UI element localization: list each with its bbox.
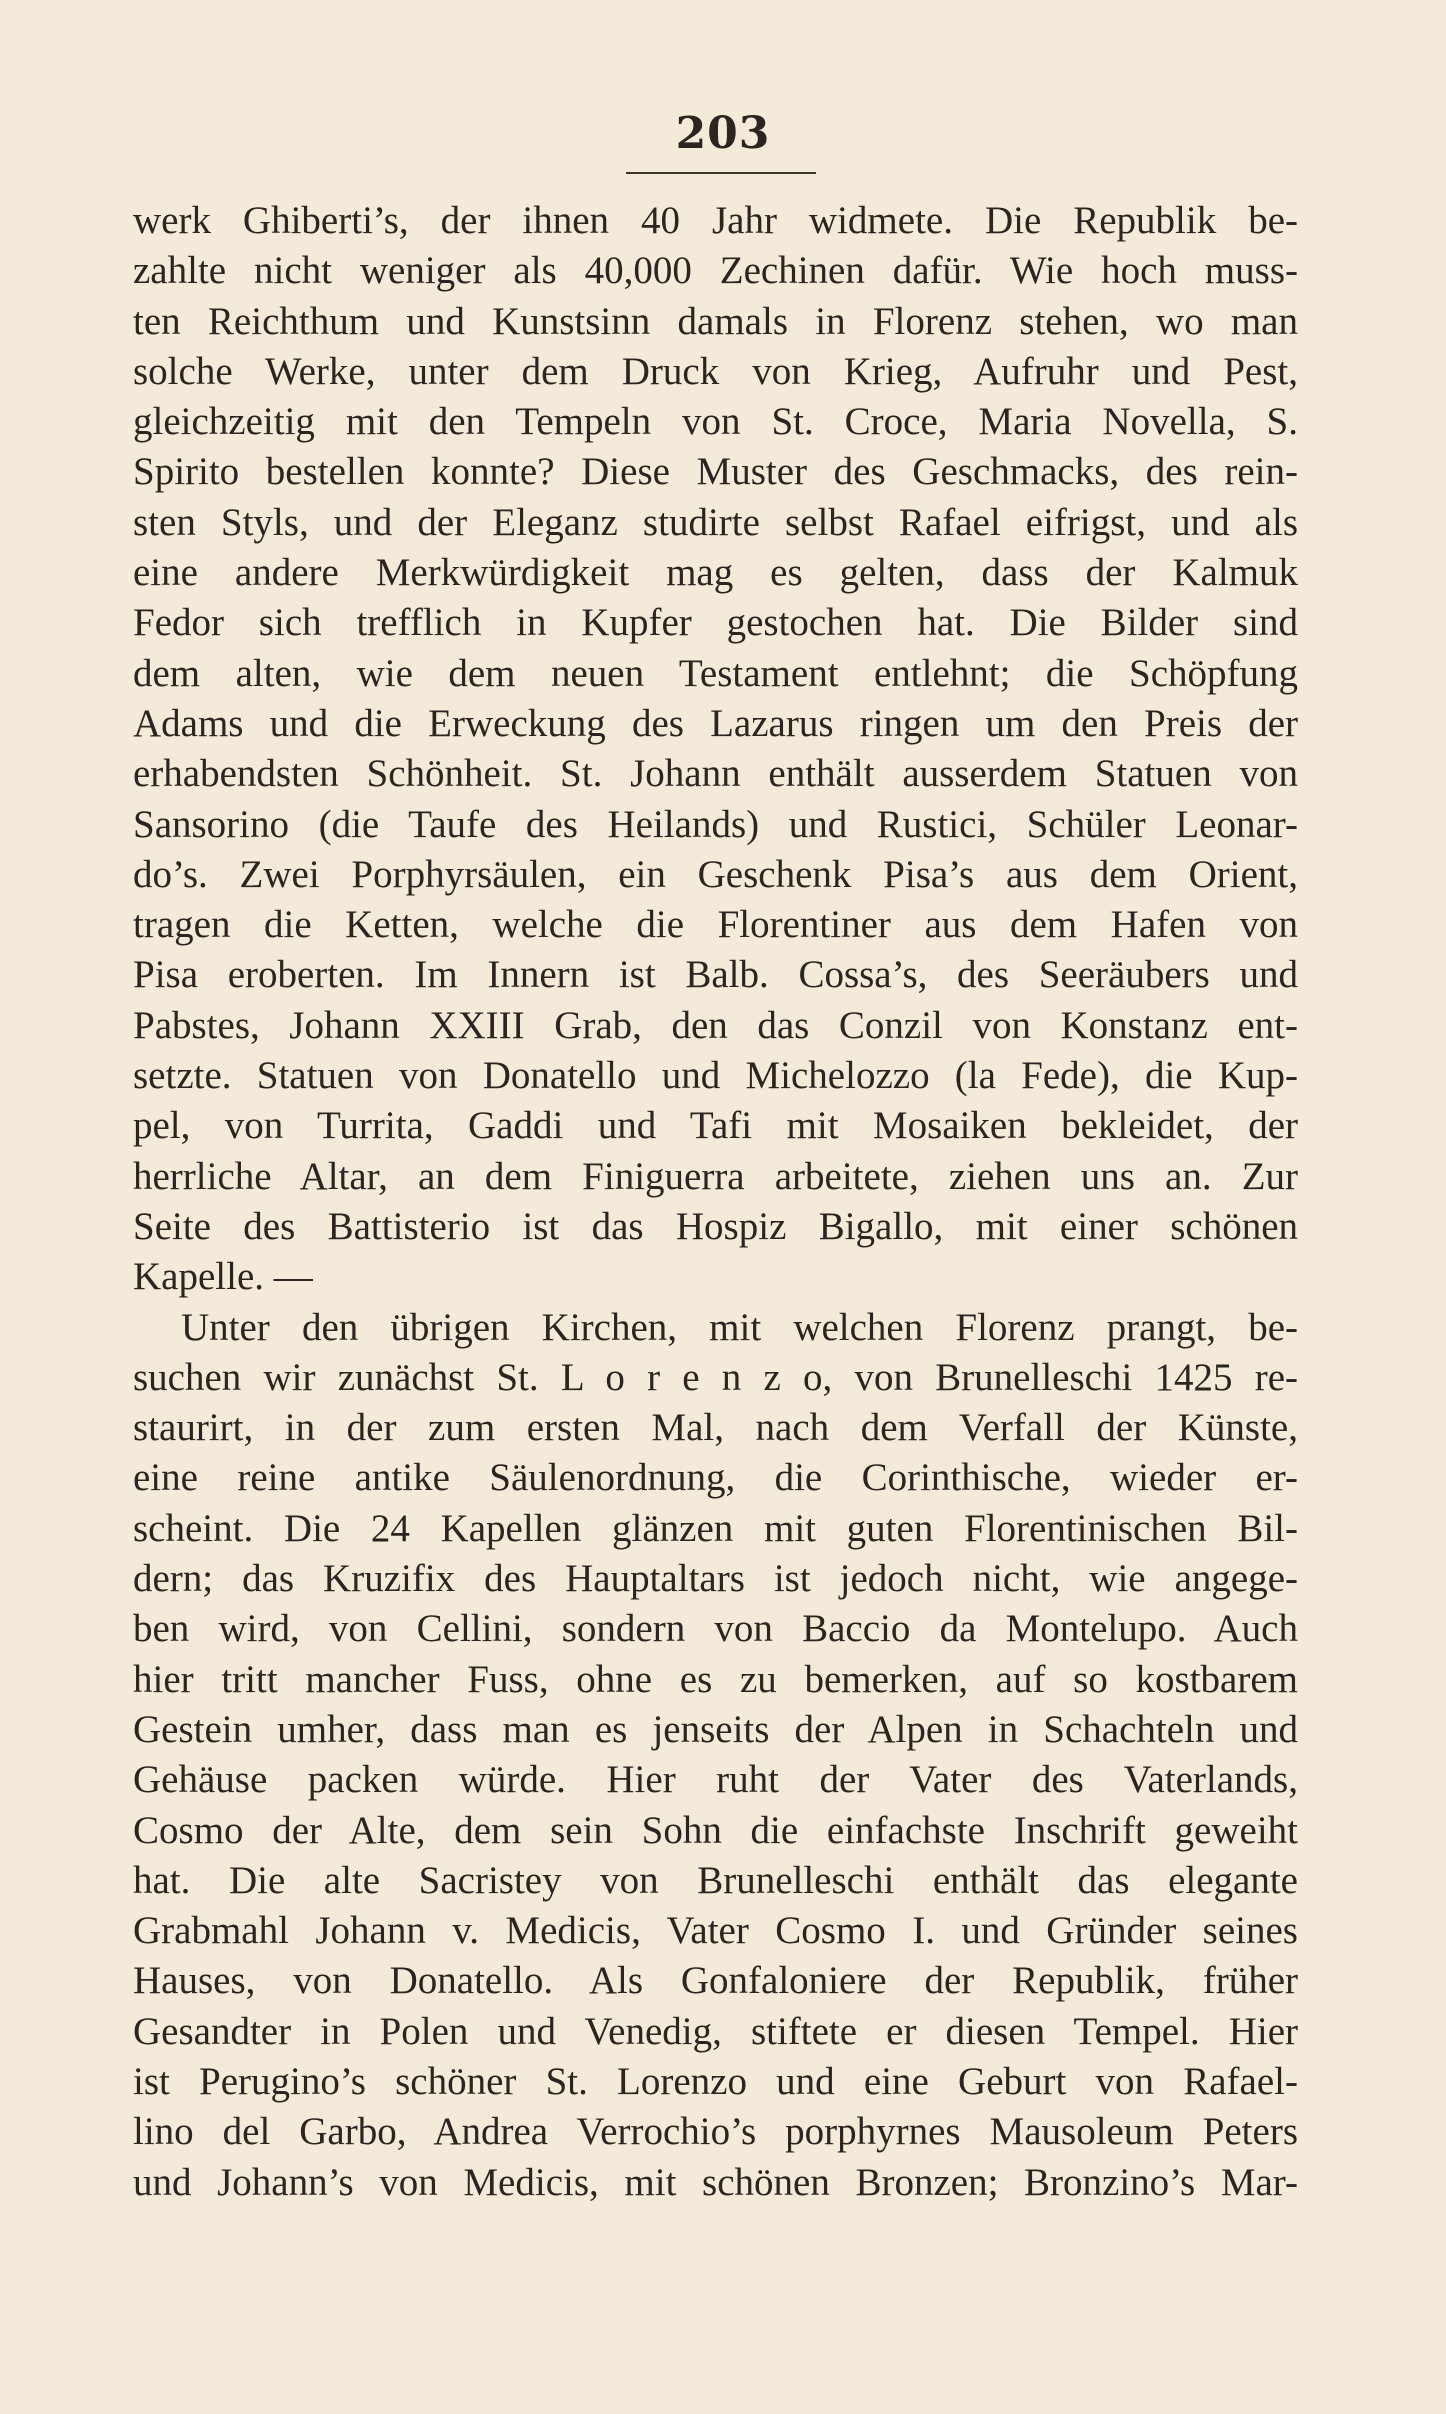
text-line: eine andere Merkwürdigkeit mag es gelten, dass der Kalmuk: [133, 551, 1298, 595]
text-line: Gehäuse packen würde. Hier ruht der Vater des Vaterlands,: [133, 1758, 1298, 1802]
text-line: Seite des Battisterio ist das Hospiz Bigallo, mit einer schönen: [133, 1204, 1298, 1248]
text-line: eine reine antike Säulenordnung, die Corinthische, wieder er-: [133, 1456, 1298, 1500]
text-line: staurirt, in der zum ersten Mal, nach dem Verfall der Künste,: [133, 1406, 1298, 1450]
text-line: Sansorino (die Taufe des Heilands) und Rustici, Schüler Leonar-: [133, 802, 1298, 846]
text-line: zahlte nicht weniger als 40,000 Zechinen dafür. Wie hoch muss-: [133, 249, 1298, 293]
text-line: ben wird, von Cellini, sondern von Baccio da Montelupo. Auch: [133, 1607, 1298, 1651]
text-line: sten Styls, und der Eleganz studirte selbst Rafael eifrigst, und als: [133, 500, 1298, 544]
text-line: Spirito bestellen konnte? Diese Muster des Geschmacks, des rein-: [133, 450, 1298, 494]
text-line: Cosmo der Alte, dem sein Sohn die einfachste Inschrift geweiht: [133, 1808, 1298, 1852]
text-line: Gestein umher, dass man es jenseits der Alpen in Schachteln und: [133, 1707, 1298, 1751]
header-rule: [626, 172, 816, 174]
text-line: do’s. Zwei Porphyrsäulen, ein Geschenk Pisa’s aus dem Orient,: [133, 852, 1298, 896]
text-line: Pabstes, Johann XXIII Grab, den das Conzil von Konstanz ent-: [133, 1003, 1298, 1047]
text-line: Hauses, von Donatello. Als Gonfaloniere der Republik, früher: [133, 1959, 1298, 2003]
text-line: und Johann’s von Medicis, mit schönen Bronzen; Bronzino’s Mar-: [133, 2160, 1298, 2204]
text-line: dern; das Kruzifix des Hauptaltars ist jedoch nicht, wie angege-: [133, 1557, 1298, 1601]
text-line: dem alten, wie dem neuen Testament entlehnt; die Schöpfung: [133, 651, 1298, 695]
text-line: Pisa eroberten. Im Innern ist Balb. Cossa’s, des Seeräubers und: [133, 953, 1298, 997]
body-text: [133, 196, 1298, 2208]
text-line: suchen wir zunächst St. L o r e n z o, von Brunelleschi 1425 re-: [133, 1355, 1298, 1399]
text-line: werk Ghiberti’s, der ihnen 40 Jahr widmete. Die Republik be-: [133, 199, 1298, 242]
text-line: herrliche Altar, an dem Finiguerra arbeitete, ziehen uns an. Zur: [133, 1154, 1298, 1198]
text-line: Adams und die Erweckung des Lazarus ringen um den Preis der: [133, 701, 1298, 745]
text-line: pel, von Turrita, Gaddi und Tafi mit Mosaiken bekleidet, der: [133, 1104, 1298, 1148]
text-line: Grabmahl Johann v. Medicis, Vater Cosmo I. und Gründer seines: [133, 1909, 1298, 1953]
text-line: Fedor sich trefflich in Kupfer gestochen hat. Die Bilder sind: [133, 601, 1298, 645]
paragraph-end-line: Kapelle. —: [133, 1255, 313, 1299]
text-line: hier tritt mancher Fuss, ohne es zu bemerken, auf so kostbarem: [133, 1657, 1298, 1701]
text-line: hat. Die alte Sacristey von Brunelleschi enthält das elegante: [133, 1858, 1298, 1902]
paragraph-start-line: Unter den übrigen Kirchen, mit welchen Florenz prangt, be-: [181, 1305, 1298, 1349]
text-line: ten Reichthum und Kunstsinn damals in Florenz stehen, wo man: [133, 299, 1298, 343]
text-line: solche Werke, unter dem Druck von Krieg, Aufruhr und Pest,: [133, 349, 1298, 393]
text-line: lino del Garbo, Andrea Verrochio’s porphyrnes Mausoleum Peters: [133, 2110, 1298, 2154]
text-line: erhabendsten Schönheit. St. Johann enthält ausserdem Statuen von: [133, 752, 1298, 796]
text-line: Gesandter in Polen und Venedig, stiftete er diesen Tempel. Hier: [133, 2009, 1298, 2053]
text-line: gleichzeitig mit den Tempeln von St. Croce, Maria Novella, S.: [133, 400, 1298, 444]
text-line: ist Perugino’s schöner St. Lorenzo und eine Geburt von Rafael-: [133, 2059, 1298, 2103]
text-line: setzte. Statuen von Donatello und Michelozzo (la Fede), die Kup-: [133, 1054, 1298, 1098]
page-number: 203: [675, 108, 771, 159]
text-line: scheint. Die 24 Kapellen glänzen mit guten Florentinischen Bil-: [133, 1506, 1298, 1550]
text-line: tragen die Ketten, welche die Florentiner aus dem Hafen von: [133, 903, 1298, 947]
